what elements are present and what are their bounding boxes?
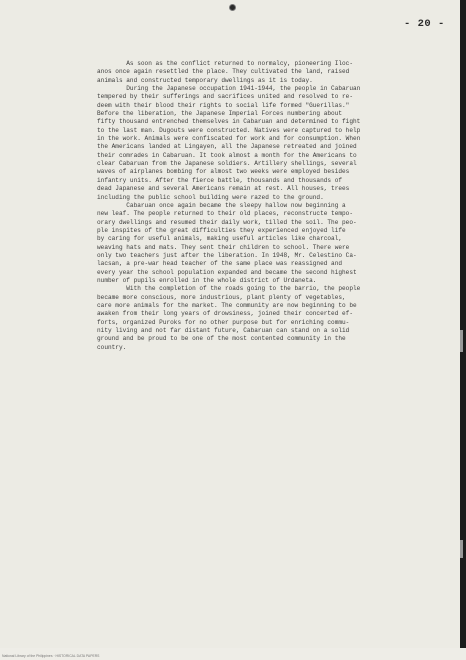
text-line: Cabaruan once again became the sleepy hallow now beginning a [97,201,346,209]
text-line: weaving hats and mats. They sent their children to school. There were [97,243,350,251]
document-body [97,60,433,352]
text-line: waves of airplanes bombing for almost two weeks were employed besides [97,168,350,176]
archive-footer: National Library of the Philippines · HISTORICAL DATA PAPERS [2,654,100,658]
punch-hole [229,4,236,11]
margin-mark [460,540,463,558]
text-line: ground and be proud to be one of the most contented community in the [97,335,346,343]
text-line: only two teachers just after the liberation. In 1948, Mr. Celestino Ca- [97,251,357,259]
text-line: orary dwellings and resumed their daily work, tilled the soil. The peo- [97,218,357,226]
text-line: country. [97,343,127,351]
text-line: As soon as the conflict returned to normalcy, pioneering Iloc- [97,60,353,67]
text-line: During the Japanese occupation 1941-1944, the people in Cabaruan [97,85,361,93]
text-line: new leaf. The people returned to their old places, reconstructe tempo- [97,210,353,218]
text-line: tempered by their sufferings and sacrifices united and resolved to re- [97,93,353,101]
text-line: fifty thousand entrenched themselves in Cabaruan and determined to fight [97,118,361,126]
text-line: their comrades in Cabaruan. It took almost a month for the Americans to [97,151,357,159]
text-line: to the last man. Dugouts were constructed. Natives were captured to help [97,126,361,134]
text-line: the Americans landed at Lingayen, all the Japanese retreated and joined [97,143,357,151]
text-line: including the public school building were razed to the ground. [97,193,324,201]
text-line: care more animals for the market. The community are now beginning to be [97,301,357,309]
margin-mark [460,330,463,352]
text-line: every year the school population expanded and became the second highest [97,268,357,276]
text-line: by caring for useful animals, making useful articles like charcoal, [97,235,343,243]
text-line: nity living and not far distant future, Cabaruan can stand on a solid [97,327,350,334]
text-line: With the completion of the roads going to the barrio, the people [97,285,361,293]
text-line: infantry units. After the fierce battle, thousands and thousands of [97,176,343,184]
text-line: deem with their blood their rights to social life formed "Guerillas." [97,101,350,109]
text-line: ple inspites of the great difficulties they experienced enjoyed life [97,226,346,234]
text-line: forts, organized Puroks for no other purpose but for enriching commu- [97,318,350,326]
text-line: number of pupils enrolled in the whole district of Urdaneta. [97,276,317,284]
text-line: awaken from their long years of drowsiness, joined their concerted ef- [97,310,353,318]
text-line: became more conscious, more industrious, plant plenty of vegetables, [97,293,346,301]
text-line: lacsan, a pre-war head teacher of the same place was reassigned and [97,260,343,268]
text-line: Before the liberation, the Japanese Imperial Forces numbering about [97,110,343,118]
text-line: dead Japanese and several Americans remain at rest. All houses, trees [97,185,350,193]
text-line: animals and constructed temporary dwellings as it is today. [97,76,313,84]
text-line: in the work. Animals were confiscated for work and for consumption. When [97,135,361,143]
text-line: clear Cabaruan from the Japanese soldiers. Artillery shellings, several [97,160,357,168]
text-line: anos once again resettled the place. They cultivated the land, raised [97,68,350,76]
page-number: - 20 - [404,18,445,30]
